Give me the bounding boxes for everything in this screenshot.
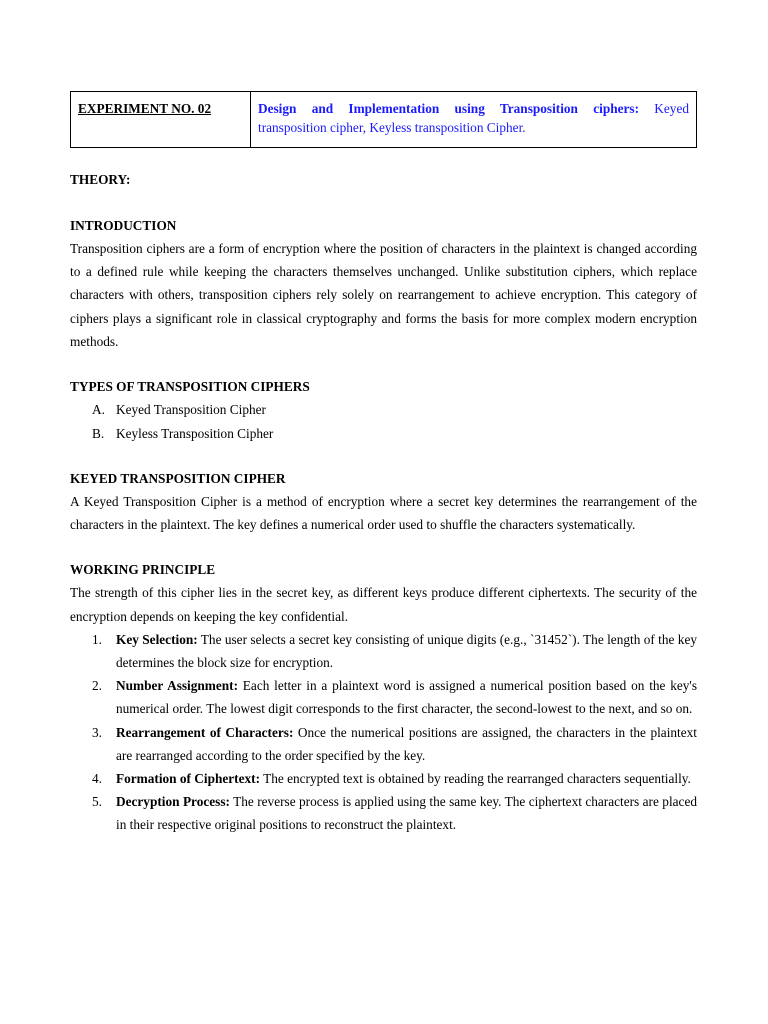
list-marker: 3. [92, 724, 102, 740]
list-marker: 4. [92, 771, 102, 787]
list-item [70, 628, 697, 674]
working-steps-list [70, 628, 697, 837]
working-heading: WORKING PRINCIPLE [70, 562, 216, 578]
step-term: Formation of Ciphertext: [116, 771, 261, 787]
list-item-label: Keyed Transposition Cipher [116, 402, 266, 418]
introduction-paragraph: Transposition ciphers are a form of encryption where the position of characters in the plaintext is changed according to a defined rule while keeping the characters themselves unchanged. Unlike substitution ciphers, which replace characters with others, transposition ciphers rely solely on rearrangement to achieve encryption. This category of ciphers plays a significant role in classical cryptography and forms the basis for more complex modern encryption methods. [70, 241, 697, 349]
experiment-title-rest: Keyed transposition cipher, Keyless transposition Cipher. [258, 101, 689, 135]
experiment-title-bold: Design and Implementation using Transposition ciphers: [258, 101, 640, 116]
step-text: Each letter in a plaintext word is assigned a numerical position based on the key's numerical order. The lowest digit corresponds to the first character, the second-lowest to the next, and so on. [116, 678, 697, 717]
list-marker: 5. [92, 794, 102, 810]
step-term: Rearrangement of Characters: [116, 724, 294, 740]
keyed-paragraph: A Keyed Transposition Cipher is a method of encryption where a secret key determines the rearrangement of the characters in the plaintext. The key defines a numerical order used to shuffle the characters systematically. [70, 494, 697, 533]
theory-heading: THEORY: [70, 172, 131, 187]
experiment-header-table [70, 91, 697, 148]
types-heading: TYPES OF TRANSPOSITION CIPHERS [70, 379, 310, 395]
working-paragraph: The strength of this cipher lies in the secret key, as different keys produce different ciphertexts. The security of the encryption depends on keeping the key confidential. [70, 585, 697, 624]
list-marker: 1. [92, 631, 102, 647]
list-item [70, 721, 697, 767]
step-text: The encrypted text is obtained by reading the rearranged characters sequentially. [260, 771, 691, 787]
document-page [70, 91, 697, 837]
experiment-number: EXPERIMENT NO. 02 [71, 92, 251, 148]
types-list [70, 398, 697, 445]
keyed-heading: KEYED TRANSPOSITION CIPHER [70, 471, 286, 487]
list-item-label: Keyless Transposition Cipher [116, 425, 274, 441]
list-item [70, 767, 697, 790]
step-text: Once the numerical positions are assigned, the characters in the plaintext are rearranged according to the order specified by the key. [116, 724, 697, 763]
list-item [70, 790, 697, 836]
list-marker: 2. [92, 678, 102, 694]
list-item [70, 422, 697, 446]
list-item [70, 674, 697, 720]
step-text: The user selects a secret key consisting of unique digits (e.g., `31452`). The length of the key determines the block size for encryption. [116, 631, 697, 671]
step-text: The reverse process is applied using the same key. The ciphertext characters are placed in their respective original positions to reconstruct the plaintext. [116, 794, 697, 833]
list-marker: A. [92, 402, 105, 418]
step-term: Number Assignment: [116, 678, 239, 694]
introduction-heading: INTRODUCTION [70, 218, 177, 233]
step-term: Key Selection: [116, 631, 198, 647]
list-marker: B. [92, 425, 105, 441]
list-item [70, 398, 697, 422]
experiment-title [251, 92, 697, 148]
step-term: Decryption Process: [116, 794, 230, 810]
